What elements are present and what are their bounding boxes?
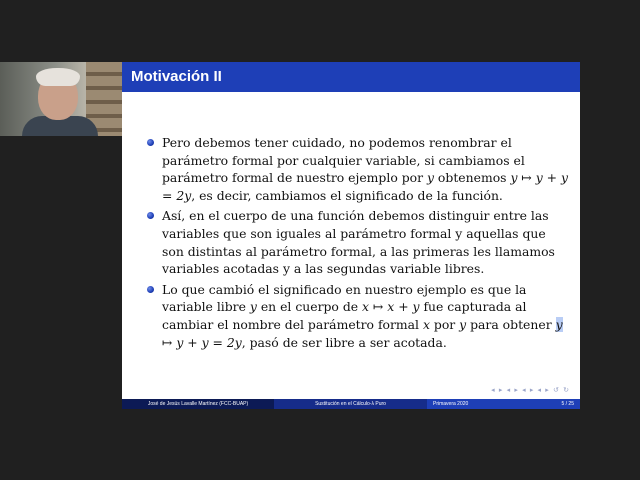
math-expression: y bbox=[249, 299, 257, 315]
math-expression: y bbox=[426, 170, 434, 186]
bullet-text: Pero debemos tener cuidado, no podemos renombrar el parámetro formal por cualquier variable, si cambiamos el parámetro formal de nuestro ejemplo por bbox=[162, 135, 525, 186]
bullet-text: para obtener bbox=[466, 316, 556, 332]
bullet-text: Así, en el cuerpo de una función debemos distinguir entre las variables que son iguales al parámetro formal y aquellas que son distintas al parámetro formal, a las primeras les llamamos variables acotadas y a las segundas variable libres. bbox=[162, 208, 555, 277]
footer-term: Primavera 2020 bbox=[433, 401, 469, 407]
bullet-text: Lo que cambió el significado en nuestro ejemplo es que la variable libre bbox=[162, 281, 527, 315]
bullet-text: , es decir, cambiamos el significado de la función. bbox=[191, 187, 503, 203]
bullet-item-1 bbox=[142, 134, 570, 204]
bullet-text: en el cuerpo de bbox=[256, 299, 363, 315]
bullet-icon bbox=[147, 212, 154, 219]
slide-content bbox=[142, 134, 570, 354]
bullet-icon bbox=[147, 139, 154, 146]
bullet-text: , pasó de ser libre a ser acotada. bbox=[241, 334, 447, 350]
footer-author: José de Jesús Lavalle Martínez (FCC-BUAP) bbox=[122, 399, 274, 409]
bullet-icon bbox=[147, 286, 154, 293]
footer-topic: Sustitución en el Cálculo-λ Puro bbox=[274, 399, 427, 409]
math-expression: ↦ y + y = 2y bbox=[162, 334, 242, 350]
bullet-item-3 bbox=[142, 281, 570, 351]
math-expression: y ↦ y + y = 2y bbox=[162, 170, 568, 203]
math-expression: y bbox=[459, 316, 467, 332]
highlighted-math: y bbox=[555, 316, 563, 332]
slide-header bbox=[122, 62, 580, 92]
bullet-text: obtenemos bbox=[433, 170, 511, 186]
bullet-item-2 bbox=[142, 207, 570, 277]
math-expression: x ↦ x + y bbox=[362, 299, 420, 315]
bullet-text: por bbox=[429, 316, 460, 332]
math-expression: x bbox=[422, 316, 430, 332]
presentation-slide bbox=[122, 62, 580, 409]
slide-title: Motivación II bbox=[131, 68, 222, 85]
slide-footer bbox=[122, 399, 580, 409]
bullet-text: fue capturada al cambiar el nombre del parámetro formal bbox=[162, 299, 527, 332]
beamer-navigation-icons[interactable]: ◂ ▸ ◂ ▸ ◂ ▸ ◂ ▸ ↺ ↻ bbox=[491, 386, 570, 394]
footer-page-number: 5 / 25 bbox=[561, 401, 574, 407]
webcam-video bbox=[0, 62, 122, 136]
footer-right bbox=[427, 399, 580, 409]
webcam-person-hair bbox=[36, 68, 80, 86]
